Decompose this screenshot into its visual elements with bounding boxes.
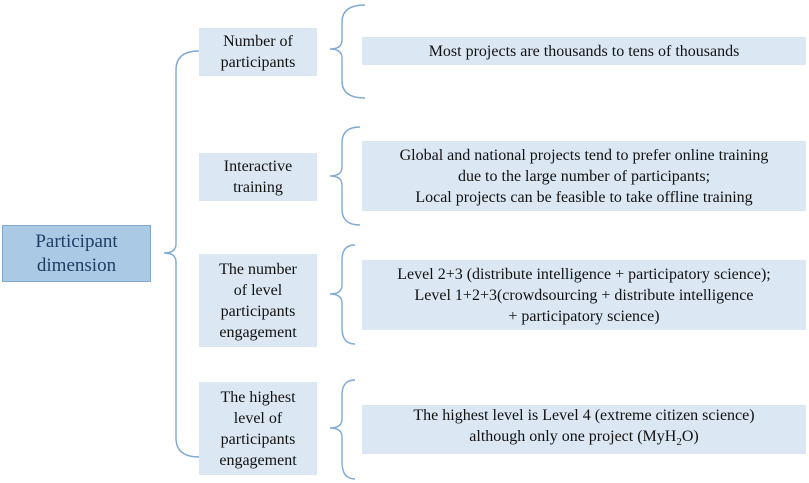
brace-number-of-level bbox=[330, 245, 355, 344]
description-interactive-training bbox=[362, 141, 806, 211]
description-line: Local projects can be feasible to take offline training bbox=[415, 188, 753, 206]
category-line: Interactive bbox=[223, 158, 293, 175]
category-line: engagement bbox=[219, 323, 297, 341]
category-line: participants bbox=[220, 430, 296, 448]
description-number-of-level-engagement bbox=[362, 260, 806, 330]
category-line: engagement bbox=[219, 451, 297, 469]
participant-dimension-box bbox=[2, 225, 151, 282]
category-line: participants bbox=[220, 54, 296, 71]
category-line: level of bbox=[233, 409, 283, 427]
root-brace bbox=[164, 51, 199, 457]
category-line: The number bbox=[219, 260, 297, 278]
brace-highest-level bbox=[330, 380, 355, 479]
brace-interactive-training bbox=[330, 127, 360, 225]
category-line: The highest bbox=[220, 388, 296, 406]
category-number-of-participants bbox=[199, 28, 317, 76]
brace-number-of-participants bbox=[330, 5, 365, 98]
category-number-of-level-engagement bbox=[199, 254, 317, 347]
description-line: Level 1+2+3(crowdsourcing + distribute intelligence bbox=[414, 286, 754, 304]
category-line: Number of bbox=[223, 33, 293, 50]
description-text: O) bbox=[681, 428, 699, 446]
category-interactive-training bbox=[199, 153, 317, 201]
description-highest-level-engagement bbox=[362, 405, 806, 454]
description-line: due to the large number of participants; bbox=[457, 167, 711, 185]
category-highest-level-engagement bbox=[199, 382, 317, 475]
subscript-two: 2 bbox=[676, 436, 682, 449]
category-line: participants bbox=[220, 302, 296, 320]
description-line: Global and national projects tend to prefer online training bbox=[399, 146, 769, 164]
description-line: Most projects are thousands to tens of thousands bbox=[428, 42, 740, 60]
description-text: although only one project (MyH bbox=[469, 428, 677, 446]
description-number-of-participants bbox=[362, 37, 806, 65]
category-line: of level bbox=[233, 281, 283, 299]
root-line: Participant bbox=[35, 230, 118, 252]
description-line: Level 2+3 (distribute intelligence + participatory science); bbox=[397, 265, 771, 283]
category-line: training bbox=[233, 179, 283, 196]
description-line: The highest level is Level 4 (extreme citizen science) bbox=[413, 407, 755, 425]
description-line: + participatory science) bbox=[508, 307, 660, 325]
root-line: dimension bbox=[36, 254, 117, 276]
description-line-with-formula bbox=[413, 426, 754, 453]
